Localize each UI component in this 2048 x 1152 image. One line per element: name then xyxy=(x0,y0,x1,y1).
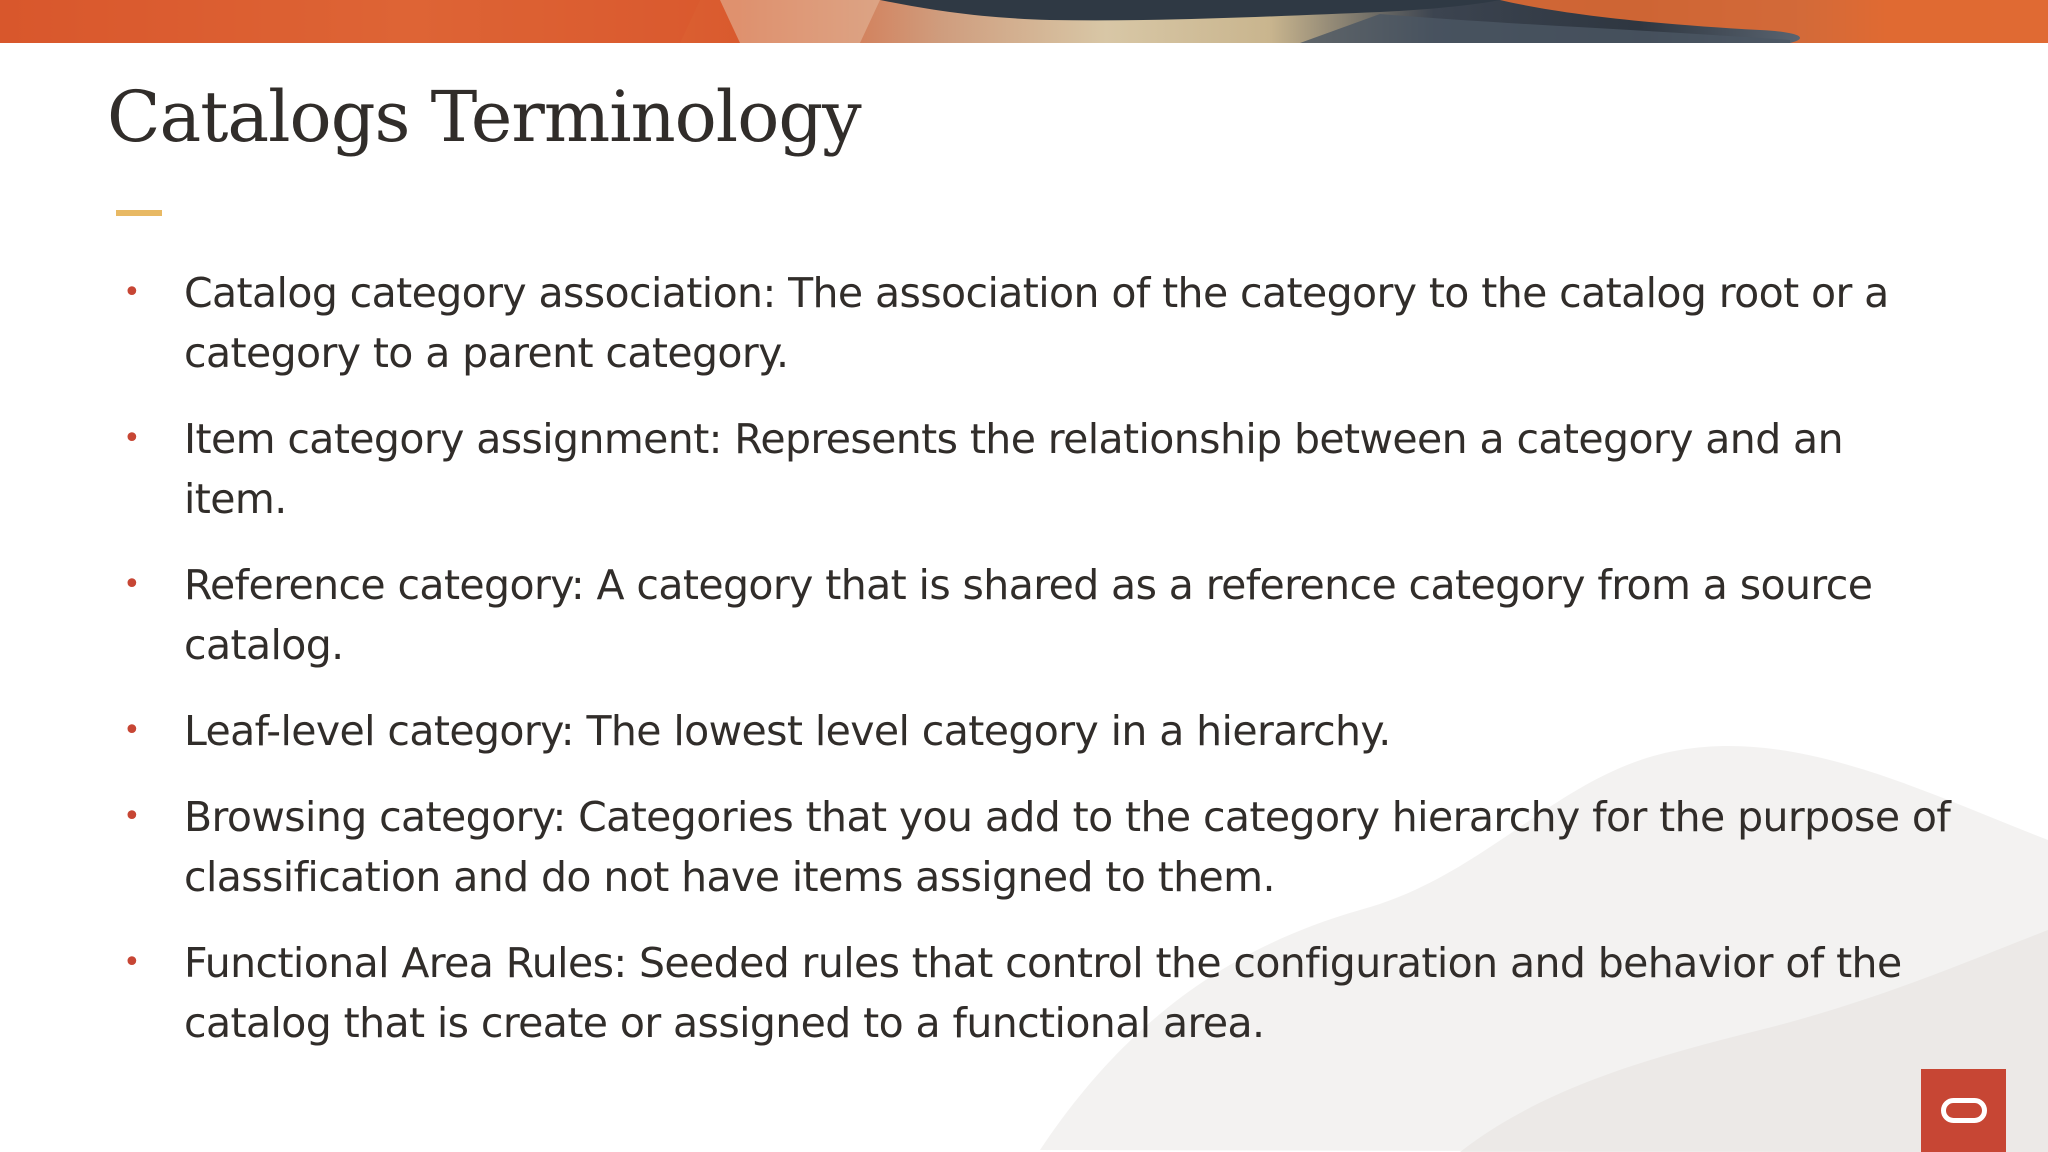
list-item xyxy=(118,263,1958,383)
bullet-dot-icon: • xyxy=(123,713,141,748)
bullet-text: Browsing category: Categories that you add to the category hierarchy for the purpose of classification and do not have items assigned to them. xyxy=(184,793,1951,901)
logo-ring xyxy=(1941,1098,1987,1123)
list-item xyxy=(118,409,1958,529)
bullet-dot-icon: • xyxy=(123,421,141,456)
title-accent-rule xyxy=(116,210,162,216)
bullet-text: Item category assignment: Represents the relationship between a category and an item. xyxy=(184,415,1843,523)
bullet-dot-icon: • xyxy=(123,567,141,602)
slide-title: Catalogs Terminology xyxy=(107,76,861,158)
list-item xyxy=(118,701,1958,761)
terminology-list xyxy=(118,263,1958,1079)
list-item xyxy=(118,787,1958,907)
bullet-text: Leaf-level category: The lowest level category in a hierarchy. xyxy=(184,707,1391,755)
oracle-logo-icon xyxy=(1921,1069,2006,1152)
bullet-dot-icon: • xyxy=(123,799,141,834)
bullet-dot-icon: • xyxy=(123,275,141,310)
list-item xyxy=(118,555,1958,675)
decorative-header-band xyxy=(0,0,2048,43)
header-art xyxy=(0,0,2048,43)
bullet-text: Functional Area Rules: Seeded rules that control the configuration and behavior of the catalog that is create or assigned to a functional area. xyxy=(184,939,1902,1047)
bullet-dot-icon: • xyxy=(123,945,141,980)
list-item xyxy=(118,933,1958,1053)
bullet-text: Reference category: A category that is shared as a reference category from a source catalog. xyxy=(184,561,1873,669)
bullet-text: Catalog category association: The association of the category to the catalog root or a category to a parent category. xyxy=(184,269,1889,377)
